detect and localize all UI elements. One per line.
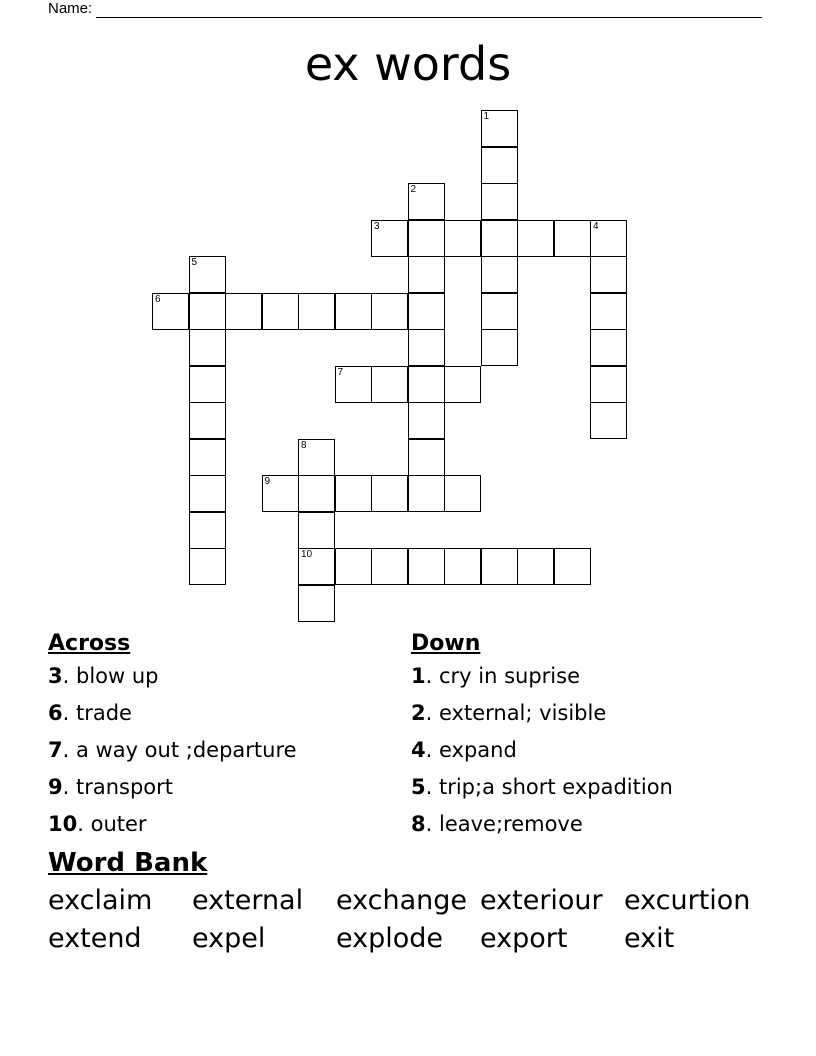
grid-cell[interactable] (554, 220, 591, 257)
clue-number: 9 (48, 775, 63, 799)
grid-cell[interactable] (298, 439, 335, 476)
grid-cell[interactable] (189, 256, 226, 293)
word-bank-word: expel (192, 923, 266, 954)
grid-cell[interactable] (335, 548, 372, 585)
word-bank-word: excurtion (624, 885, 751, 916)
grid-cell[interactable] (408, 329, 445, 366)
clue-number: 1 (483, 111, 490, 122)
grid-cell[interactable] (225, 293, 262, 330)
clue-number: 10 (301, 549, 313, 560)
grid-cell[interactable] (262, 475, 299, 512)
clue-number: 3 (48, 664, 63, 688)
grid-cell[interactable] (481, 183, 518, 220)
grid-cell[interactable] (371, 293, 408, 330)
grid-cell[interactable] (298, 585, 335, 622)
grid-cell[interactable] (444, 220, 481, 257)
across-clue: 7. a way out ;departure (48, 738, 297, 762)
grid-cell[interactable] (408, 548, 445, 585)
grid-cell[interactable] (335, 475, 372, 512)
clue-number: 2 (411, 701, 426, 725)
clue-number: 8 (301, 439, 307, 451)
down-clues (411, 630, 673, 843)
clue-text: expand (438, 738, 517, 762)
word-bank-word: exit (624, 923, 675, 954)
name-label: Name: (48, 0, 93, 17)
clue-number: 4 (411, 738, 426, 762)
grid-cell[interactable] (408, 402, 445, 439)
grid-cell[interactable] (189, 439, 226, 476)
down-clue: 4. expand (411, 738, 517, 762)
grid-cell[interactable] (481, 256, 518, 293)
grid-cell[interactable] (408, 293, 445, 330)
down-clue: 8. leave;remove (411, 812, 583, 836)
grid-cell[interactable] (408, 183, 445, 220)
grid-cell[interactable] (298, 548, 335, 585)
down-clue: 5. trip;a short expadition (411, 775, 673, 799)
grid-cell[interactable] (189, 548, 226, 585)
grid-cell[interactable] (335, 366, 372, 403)
grid-cell[interactable] (590, 220, 627, 257)
clue-number: 8 (411, 812, 426, 836)
clue-number: 7 (337, 366, 344, 378)
clue-text: outer (90, 812, 147, 836)
clue-number: 5 (191, 257, 198, 268)
grid-cell[interactable] (517, 548, 554, 585)
grid-cell[interactable] (444, 548, 481, 585)
down-heading: Down (411, 631, 481, 656)
clue-number: 6 (155, 293, 161, 305)
clue-number: 6 (48, 701, 63, 725)
grid-cell[interactable] (444, 475, 481, 512)
word-bank-heading: Word Bank (48, 848, 208, 878)
grid-cell[interactable] (481, 293, 518, 330)
grid-cell[interactable] (481, 220, 518, 257)
word-bank-word: export (480, 923, 568, 954)
grid-cell[interactable] (554, 548, 591, 585)
across-clue: 10. outer (48, 812, 147, 836)
clue-text: blow up (75, 664, 159, 688)
across-clue: 6. trade (48, 701, 132, 725)
across-clues (48, 630, 297, 843)
word-bank-word: exclaim (48, 885, 153, 916)
word-bank (48, 882, 768, 958)
across-clue: 9. transport (48, 775, 174, 799)
grid-cell[interactable] (481, 110, 518, 147)
grid-cell[interactable] (189, 512, 226, 549)
clue-text: a way out ;departure (75, 738, 297, 762)
word-bank-word: explode (336, 923, 444, 954)
clue-text: trade (75, 701, 132, 725)
grid-cell[interactable] (298, 475, 335, 512)
grid-cell[interactable] (262, 293, 299, 330)
grid-cell[interactable] (335, 293, 372, 330)
clue-number: 9 (264, 476, 271, 487)
grid-cell[interactable] (189, 402, 226, 439)
grid-cell[interactable] (481, 548, 518, 585)
grid-cell[interactable] (408, 220, 445, 257)
word-bank-word: exchange (336, 885, 468, 916)
clue-number: 2 (410, 184, 417, 195)
down-clue: 1. cry in suprise (411, 664, 580, 688)
grid-cell[interactable] (590, 256, 627, 293)
clue-text: external; visible (438, 701, 607, 725)
clue-number: 7 (48, 738, 63, 762)
grid-cell[interactable] (590, 329, 627, 366)
clue-number: 1 (411, 664, 426, 688)
grid-cell[interactable] (189, 293, 226, 330)
grid-cell[interactable] (152, 293, 189, 330)
grid-cell[interactable] (371, 475, 408, 512)
grid-cell[interactable] (408, 256, 445, 293)
across-clue: 3. blow up (48, 664, 159, 688)
grid-cell[interactable] (590, 366, 627, 403)
grid-cell[interactable] (408, 475, 445, 512)
grid-cell[interactable] (298, 512, 335, 549)
word-bank-row (48, 920, 768, 958)
grid-cell[interactable] (371, 220, 408, 257)
clue-text: leave;remove (438, 812, 583, 836)
grid-cell[interactable] (189, 329, 226, 366)
word-bank-row (48, 882, 768, 920)
clue-text: transport (75, 775, 174, 799)
grid-cell[interactable] (371, 366, 408, 403)
grid-cell[interactable] (371, 548, 408, 585)
clue-text: trip;a short expadition (438, 775, 673, 799)
across-heading: Across (48, 631, 131, 656)
grid-cell[interactable] (517, 220, 554, 257)
grid-cell[interactable] (481, 329, 518, 366)
grid-cell[interactable] (298, 293, 335, 330)
word-bank-word: extend (48, 923, 142, 954)
grid-cell[interactable] (590, 402, 627, 439)
word-bank-word: external (192, 885, 304, 916)
clue-number: 3 (374, 220, 380, 232)
grid-cell[interactable] (408, 366, 445, 403)
clue-number: 10 (48, 812, 78, 836)
grid-cell[interactable] (189, 475, 226, 512)
grid-cell[interactable] (408, 439, 445, 476)
down-clue: 2. external; visible (411, 701, 607, 725)
page-title: ex words (304, 37, 512, 91)
grid-cell[interactable] (189, 366, 226, 403)
grid-cell[interactable] (481, 147, 518, 184)
grid-cell[interactable] (590, 293, 627, 330)
clue-number: 5 (411, 775, 426, 799)
word-bank-word: exteriour (480, 885, 603, 916)
clue-text: cry in suprise (438, 664, 580, 688)
clue-number: 4 (593, 220, 599, 232)
grid-cell[interactable] (444, 366, 481, 403)
